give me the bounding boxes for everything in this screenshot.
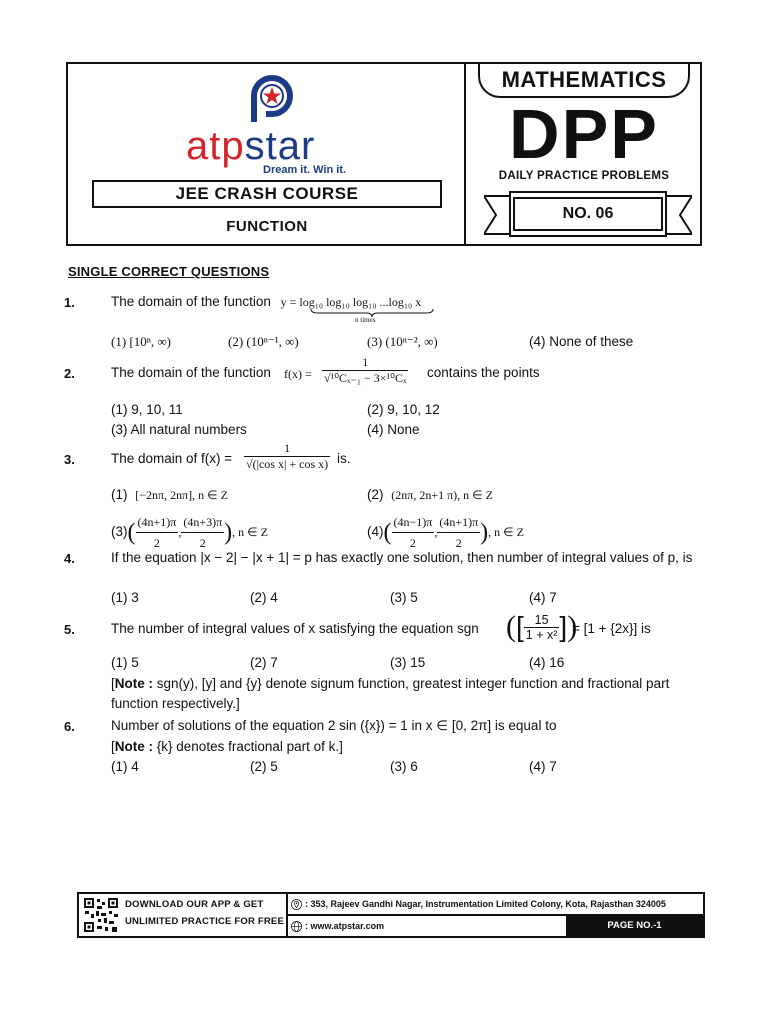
option: (4) None of these [529, 334, 634, 349]
download-app-text: DOWNLOAD OUR APP & GET [125, 899, 264, 910]
topic-title: FUNCTION [226, 218, 308, 235]
question-number: 2. [64, 366, 75, 381]
question-stem: The domain of the function [111, 294, 271, 309]
question-math: y = log₁₀ log₁₀ log₁₀ ...log₁₀ x [280, 295, 422, 309]
question-note: [Note : {k} denotes fractional part of k.] [111, 739, 343, 754]
question-text [111, 363, 271, 383]
option: (3) (10ⁿ⁻², ∞) [367, 334, 438, 349]
subject-badge: MATHEMATICS [478, 64, 690, 98]
option: (2) 4 [250, 590, 278, 605]
fraction-denominator: √(|cos x| + cos x) [246, 457, 329, 471]
note-label: Note : [114, 739, 154, 754]
option: (4) 16 [529, 655, 565, 670]
option: (3) 5 [390, 590, 418, 605]
option: (3) All natural numbers [111, 422, 247, 437]
fraction [322, 355, 408, 386]
brace-label: n times [355, 316, 376, 324]
question-stem: The domain of the function [111, 365, 271, 380]
atpstar-logo-icon [246, 72, 298, 124]
question-text-after: is. [337, 451, 351, 466]
globe-icon [291, 921, 302, 932]
sgn-argument: ([ $\frac{15}{\text{1 + x²}}$ ]) [506, 610, 578, 643]
header [66, 62, 702, 246]
option: (1) 5 [111, 655, 139, 670]
option: (3) 15 [390, 655, 426, 670]
fraction-numerator: 1 [244, 441, 330, 457]
option: (4) 7 [529, 590, 557, 605]
option: (4)( $\frac{(4n-1)\pi}{2}$ , $\frac{(4n+1)\pi}{2}$ ), n ∈ Z [367, 512, 524, 553]
option: (1) 4 [111, 759, 139, 774]
brand-part2: star [244, 124, 316, 168]
function-lhs: f(x) = [284, 367, 312, 381]
address-text: : 353, Rajeev Gandhi Nagar, Instrumentation Limited Colony, Kota, Rajasthan 324005 [305, 899, 666, 909]
question-text: The number of integral values of x satisfying the equation sgn [111, 621, 479, 636]
option: (1) [−2nπ, 2nπ], n ∈ Z [111, 487, 228, 502]
option: (2) 7 [250, 655, 278, 670]
option: (2) 5 [250, 759, 278, 774]
footer [77, 892, 705, 938]
brand-name [186, 124, 315, 169]
option: (2) 9, 10, 12 [367, 402, 440, 417]
note-label: Note : [114, 676, 154, 691]
question-text [111, 449, 232, 469]
fraction-denominator: 1 + x² [525, 627, 558, 642]
question-number: 1. [64, 295, 75, 310]
fraction-denominator: √¹⁰Cₓ₋₁ − 3×¹⁰Cₓ [324, 371, 407, 385]
question-text-after: contains the points [427, 365, 540, 380]
website-link[interactable]: : www.atpstar.com [305, 921, 385, 931]
dpp-subtitle: DAILY PRACTICE PROBLEMS [498, 170, 670, 182]
page-number: PAGE NO.-1 [566, 916, 703, 936]
option: (3) 6 [390, 759, 418, 774]
note-text: {k} denotes fractional part of k.] [153, 739, 343, 754]
question-number: 3. [64, 452, 75, 467]
dpp-number: NO. 06 [562, 205, 614, 222]
dpp-title: DPP [509, 95, 659, 173]
fraction-numerator: 1 [322, 355, 408, 371]
option: (1) 3 [111, 590, 139, 605]
option: (3)( $\frac{(4n+1)\pi}{2}$ , $\frac{(4n+3)\pi}{2}$ ), n ∈ Z [111, 512, 268, 553]
question-text: If the equation |x − 2| − |x + 1| = p has exactly one solution, then number of integral values of p, is [111, 550, 693, 565]
option: (4) 7 [529, 759, 557, 774]
fraction [244, 441, 330, 472]
option: (2) (2nπ, 2n+1 π), n ∈ Z [367, 487, 493, 502]
qr-code-icon[interactable] [83, 897, 119, 933]
question-text-after: = [1 + {2x}] is [572, 621, 651, 636]
question-text: Number of solutions of the equation 2 sin ({x}) = 1 in x ∈ [0, 2π] is equal to [111, 718, 557, 733]
location-pin-icon [291, 899, 302, 910]
question-number: 4. [64, 551, 75, 566]
option: (1) 9, 10, 11 [111, 402, 183, 417]
tagline: Dream it. Win it. [263, 164, 347, 176]
question-note: [Note : sgn(y), [y] and {y} denote signum function, greatest integer function and fractional part function respectively.] [111, 676, 670, 711]
option: (4) None [367, 422, 420, 437]
question-stem: The domain of f(x) = [111, 451, 233, 466]
unlimited-practice-text: UNLIMITED PRACTICE FOR FREE [125, 916, 284, 927]
brand-part1: atp [186, 124, 245, 168]
note-text: sgn(y), [y] and {y} denote signum function, greatest integer function and fractional part function respectively.] [111, 676, 670, 711]
course-title: JEE CRASH COURSE [92, 180, 442, 208]
section-title: SINGLE CORRECT QUESTIONS [68, 264, 270, 279]
question-number: 5. [64, 622, 75, 637]
option: (1) [10ⁿ, ∞) [111, 334, 171, 349]
option: (2) (10ⁿ⁻¹, ∞) [228, 334, 299, 349]
question-number: 6. [64, 719, 75, 734]
fraction-numerator: 15 [524, 613, 560, 628]
